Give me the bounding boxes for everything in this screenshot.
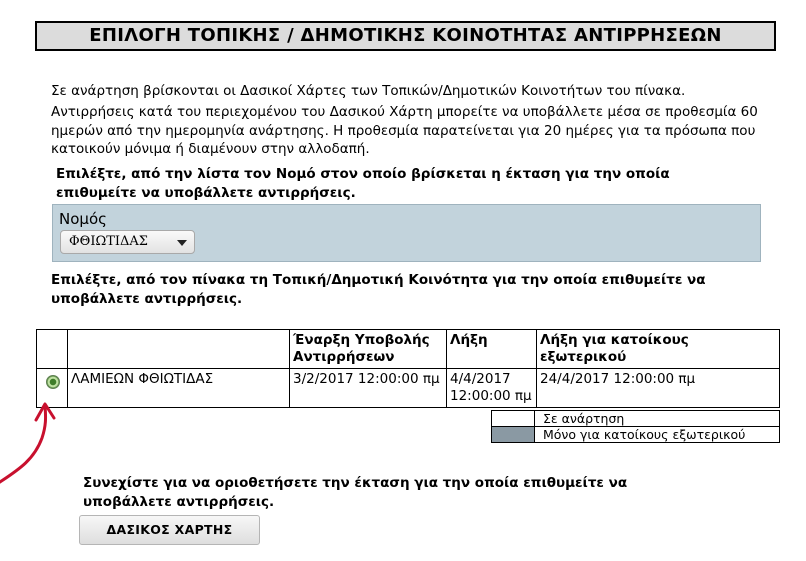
annotation-arrow-icon bbox=[0, 390, 80, 490]
forest-map-button[interactable]: ΔΑΣΙΚΟΣ ΧΑΡΤΗΣ bbox=[79, 515, 260, 545]
legend-label-abroad: Μόνο για κατοίκους εξωτερικού bbox=[535, 427, 780, 443]
nomos-label: Νομός bbox=[59, 210, 107, 228]
chevron-down-icon bbox=[177, 240, 187, 246]
page-title: ΕΠΙΛΟΓΗ ΤΟΠΙΚΗΣ / ΔΗΜΟΤΙΚΗΣ ΚΟΙΝΟΤΗΤΑΣ ΑΝΤΙΡΡΗΣΕΩΝ bbox=[35, 21, 776, 51]
header-select bbox=[37, 330, 68, 369]
nomos-selected-value: ΦΘΙΩΤΙΔΑΣ bbox=[69, 234, 149, 249]
legend-item bbox=[492, 411, 780, 427]
table-row[interactable] bbox=[37, 369, 780, 408]
community-instruction: Επιλέξτε, από τον πίνακα τη Τοπική/Δημοτική Κοινότητα για την οποία επιθυμείτε να υποβάλλετε αντιρρήσεις. bbox=[51, 272, 706, 307]
header-start: Έναρξη Υποβολής Αντιρρήσεων bbox=[290, 330, 447, 369]
header-end: Λήξη bbox=[447, 330, 537, 369]
nomos-panel bbox=[52, 204, 761, 262]
row-start: 3/2/2017 12:00:00 πμ bbox=[290, 369, 447, 408]
intro-text-1: Σε ανάρτηση βρίσκονται οι Δασικοί Χάρτες των Τοπικών/Δημοτικών Κοινοτήτων του πίνακα. bbox=[51, 83, 686, 99]
row-end: 4/4/2017 12:00:00 πμ bbox=[447, 369, 537, 408]
table-header-row bbox=[37, 330, 780, 369]
legend-label-posted: Σε ανάρτηση bbox=[535, 411, 780, 427]
nomos-instruction: Επιλέξτε, από την λίστα τον Νομό στον οποίο βρίσκεται η έκταση για την οποία επιθυμείτε να υποβάλλετε αντιρρήσεις. bbox=[56, 166, 670, 201]
continue-instruction: Συνεχίστε για να οριοθετήσετε την έκταση για την οποία επιθυμείτε να υποβάλλετε αντιρρήσεις. bbox=[83, 475, 628, 510]
row-name: ΛΑΜΙΕΩΝ ΦΘΙΩΤΙΔΑΣ bbox=[68, 369, 290, 408]
legend-swatch-abroad bbox=[492, 427, 535, 443]
header-end-abroad: Λήξη για κατοίκους εξωτερικού bbox=[537, 330, 780, 369]
legend-item bbox=[492, 427, 780, 443]
legend-swatch-posted bbox=[492, 411, 535, 427]
nomos-select[interactable] bbox=[60, 230, 195, 254]
intro-text-2: Αντιρρήσεις κατά του περιεχομένου του Δασικού Χάρτη μπορείτε να υποβάλλετε μέσα σε προθεσμία 60 ημερών από την ημερομηνία ανάρτησης. Η προθεσμία παρατείνεται για 20 ημέρες για τα πρόσωπα που κατοικούν μόνιμα ή διαμένουν στην αλλοδαπή. bbox=[51, 104, 758, 157]
legend bbox=[491, 410, 780, 443]
header-name bbox=[68, 330, 290, 369]
community-radio[interactable] bbox=[46, 375, 60, 389]
communities-table bbox=[36, 329, 780, 408]
row-end-abroad: 24/4/2017 12:00:00 πμ bbox=[537, 369, 780, 408]
